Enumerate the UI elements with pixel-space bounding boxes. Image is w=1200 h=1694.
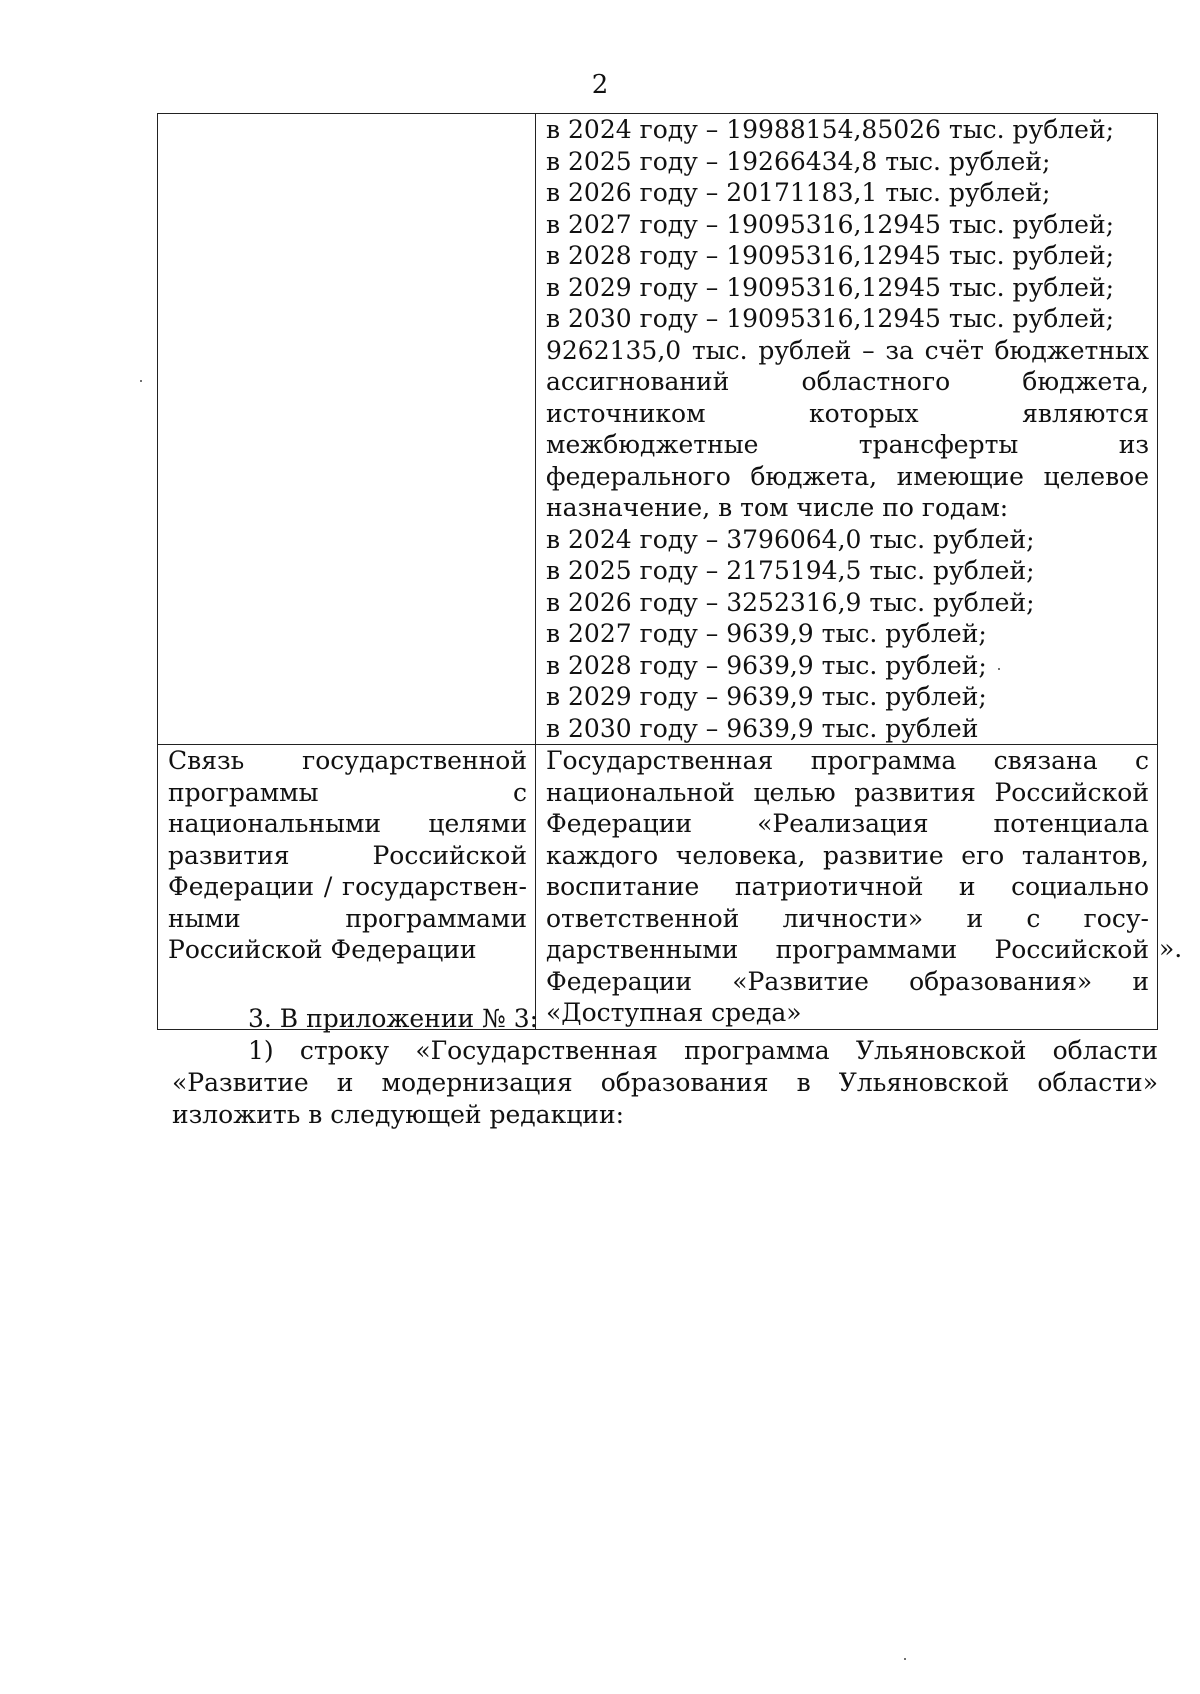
section-item: 1) строку «Государственная программа Ульяновской области «Развитие и модернизация образования в Ульяновской области» изложить в следующей редакции: <box>172 1036 1158 1129</box>
table-row <box>158 745 1158 1030</box>
funding-line: в 2029 году – 19095316,12945 тыс. рублей; <box>546 272 1115 302</box>
closing-quote-mark: ». <box>1159 934 1183 963</box>
row2-left-cell: Связь государственной программы с национальными целями развития Российской Федерации / государственными программами Российской Федерации <box>158 745 536 1030</box>
funding-line: в 2025 году – 2175194,5 тыс. рублей; <box>546 556 1035 585</box>
scan-speck <box>904 1658 906 1660</box>
federal-transfer-paragraph: 9262135,0 тыс. рублей – за счёт бюджетных ассигнований областного бюджета, источником которых являются межбюджетные трансферты из федерального бюджета, имеющие целевое назначение, в том числе по годам: <box>546 335 1149 522</box>
row1-right-cell <box>536 114 1158 745</box>
funding-line: в 2024 году – 3796064,0 тыс. рублей; <box>546 524 1035 554</box>
funding-line: в 2026 году – 20171183,1 тыс. рублей; <box>546 178 1051 207</box>
scan-speck <box>140 380 142 382</box>
funding-line: в 2029 году – 9639,9 тыс. рублей; <box>546 682 987 711</box>
amendment-section <box>172 1003 1158 1131</box>
funding-line: в 2025 году – 19266434,8 тыс. рублей; <box>546 146 1051 176</box>
scan-speck <box>998 668 1000 670</box>
funding-line: в 2024 году – 19988154,85026 тыс. рублей; <box>546 115 1115 144</box>
funding-line: в 2030 году – 9639,9 тыс. рублей <box>546 713 979 743</box>
funding-line: в 2028 году – 19095316,12945 тыс. рублей; <box>546 241 1115 270</box>
page-number: 2 <box>591 70 609 100</box>
table-row <box>158 114 1158 745</box>
funding-line: в 2030 году – 19095316,12945 тыс. рублей; <box>546 304 1115 333</box>
program-passport-table <box>157 113 1158 1030</box>
row1-left-cell <box>158 114 536 745</box>
row2-right-cell: Государственная программа связана с национальной целью развития Российской Федерации «Реализация потенциала каждого человека, развитие его талантов, воспитание патриотичной и социально ответственной личности» и с государственными программами Российской Федерации «Развитие образования» и «Доступная среда» <box>536 745 1158 1030</box>
funding-line: в 2027 году – 9639,9 тыс. рублей; <box>546 619 987 648</box>
funding-line: в 2028 году – 9639,9 тыс. рублей; <box>546 650 987 680</box>
funding-line: в 2027 году – 19095316,12945 тыс. рублей; <box>546 209 1115 239</box>
section-heading: 3. В приложении № 3: <box>248 1004 539 1033</box>
funding-line: в 2026 году – 3252316,9 тыс. рублей; <box>546 587 1035 617</box>
